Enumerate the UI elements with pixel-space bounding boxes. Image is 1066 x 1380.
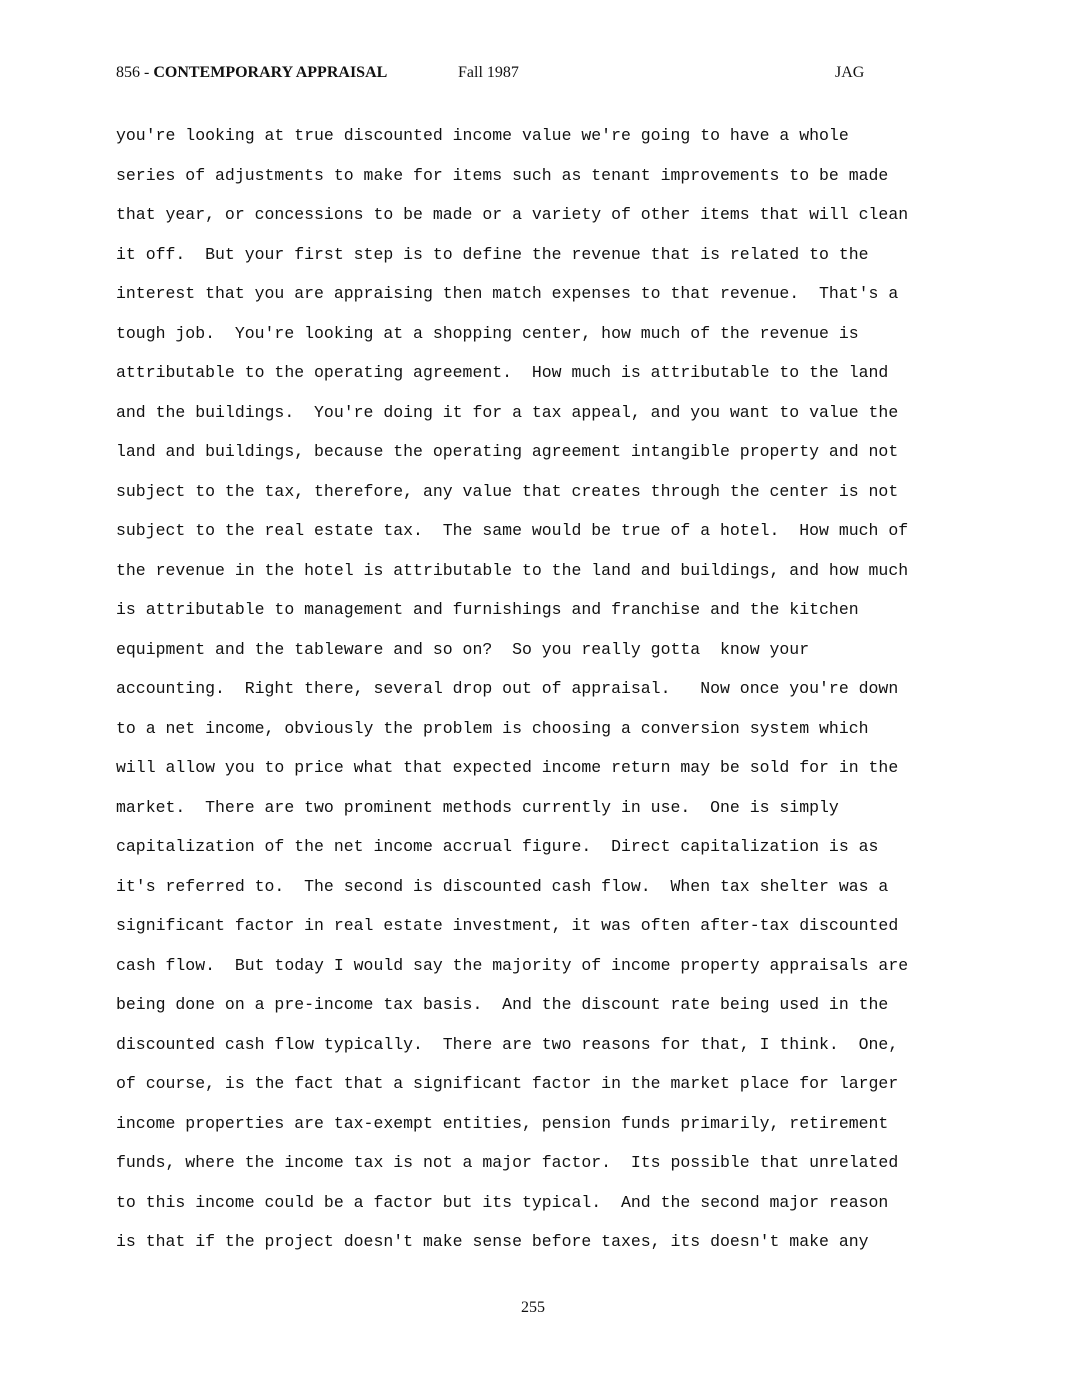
text-line: it's referred to. The second is discounted cash flow. When tax shelter was a [116,876,889,896]
text-line: will allow you to price what that expected income return may be sold for in the [116,758,899,777]
text-line: of course, is the fact that a significant factor in the market place for larger [116,1074,899,1093]
text-line: subject to the tax, therefore, any value that creates through the center is not [116,481,899,501]
text-line: that year, or concessions to be made or a variety of other items that will clean [116,205,909,224]
course-title: CONTEMPORARY APPRAISAL [153,64,388,81]
text-line: interest that you are appraising then match expenses to that revenue. That's a [116,284,899,303]
transcript-body [116,116,956,1262]
text-line: series of adjustments to make for items such as tenant improvements to be made [116,165,889,185]
page-header [116,62,876,84]
text-line: you're looking at true discounted income value we're going to have a whole [116,126,849,145]
text-line: cash flow. But today I would say the majority of income property appraisals are [116,955,909,975]
text-line: significant factor in real estate investment, it was often after-tax discounted [116,916,899,935]
text-line: funds, where the income tax is not a major factor. Its possible that unrelated [116,1153,899,1172]
text-line: income properties are tax-exempt entities, pension funds primarily, retirement [116,1113,889,1133]
text-line: accounting. Right there, several drop out of appraisal. Now once you're down [116,679,899,698]
text-line: capitalization of the net income accrual figure. Direct capitalization is as [116,837,879,856]
text-line: discounted cash flow typically. There are two reasons for that, I think. One, [116,1034,899,1054]
text-line: market. There are two prominent methods currently in use. One is simply [116,797,839,817]
text-line: to this income could be a factor but its typical. And the second major reason [116,1192,889,1212]
course-number: 856 - [116,64,154,81]
text-line: being done on a pre-income tax basis. And the discount rate being used in the [116,995,889,1014]
text-line: to a net income, obviously the problem is choosing a conversion system which [116,718,869,738]
text-line: attributable to the operating agreement. How much is attributable to the land [116,363,889,382]
text-line: subject to the real estate tax. The same would be true of a hotel. How much of [116,521,909,540]
text-line: is that if the project doesn't make sense before taxes, its doesn't make any [116,1232,869,1251]
text-line: tough job. You're looking at a shopping center, how much of the revenue is [116,323,859,343]
text-line: is attributable to management and furnishings and franchise and the kitchen [116,600,859,619]
page-number: 255 [521,1299,545,1316]
text-line: the revenue in the hotel is attributable to the land and buildings, and how much [116,560,909,580]
text-line: and the buildings. You're doing it for a tax appeal, and you want to value the [116,402,899,422]
author-initials: JAG [835,64,865,81]
text-line: equipment and the tableware and so on? So you really gotta know your [116,639,810,659]
text-line: land and buildings, because the operating agreement intangible property and not [116,442,899,461]
text-line: it off. But your first step is to define the revenue that is related to the [116,244,869,264]
course-heading [116,62,387,84]
term-label: Fall 1987 [458,64,519,81]
